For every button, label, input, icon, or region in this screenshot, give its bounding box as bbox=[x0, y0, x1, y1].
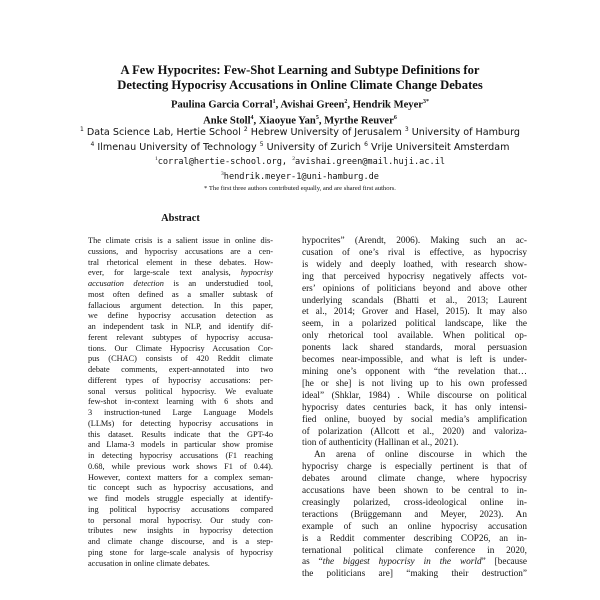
abstract-line: this dataset. Results indicate that the GPT-4o bbox=[88, 429, 273, 439]
abstract-text: is an understudied tool, bbox=[163, 279, 273, 288]
abstract-line: cussions, and hypocrisy accusations are a cen- bbox=[88, 246, 273, 256]
abstract-line: tic concept such as hypocrisy accusations, and bbox=[88, 483, 273, 493]
email-link[interactable]: hendrik.meyer-1@uni-hamburg.de bbox=[223, 172, 379, 183]
affiliation-mark: 6 bbox=[364, 140, 368, 148]
affiliation-mark: 4 bbox=[90, 140, 95, 148]
body-line: tion of authenticity (Hallinan et al., 2021). bbox=[302, 438, 459, 449]
abstract-line: tions. Our Climate Hypocrisy Accusation Cor- bbox=[88, 343, 273, 353]
abstract-line: in detecting hypocrisy accusations (F1 reaching bbox=[88, 451, 273, 460]
email-link[interactable]: avishai.green@mail.huji.ac.il bbox=[295, 156, 446, 167]
body-line: creasingly polarized, cross-ideological online in- bbox=[302, 497, 527, 508]
email-mark: 3 bbox=[221, 171, 224, 178]
body-line: fied online, buoyed by social media’s amplification bbox=[302, 414, 527, 425]
abstract-line: and Llama-3 models in particular show promise bbox=[88, 440, 273, 450]
body-column bbox=[302, 236, 527, 581]
author-name: Paulina Garcia Corral bbox=[170, 99, 273, 111]
abstract-line: accusation in online climate debates. bbox=[88, 558, 210, 568]
abstract-line: 3 instruction-tuned Large Language Models bbox=[88, 408, 273, 417]
author-mark: 3* bbox=[423, 99, 430, 105]
abstract-line: ing political hypocrisy accusations compared bbox=[88, 504, 273, 514]
body-line: [he or she] is not living up to his own professed bbox=[302, 378, 527, 389]
abstract-line bbox=[88, 268, 273, 279]
abstract-line: debate comments, expert-annotated into two bbox=[88, 365, 273, 374]
author-mark: 2 bbox=[344, 99, 348, 105]
body-line: ideal” (Shklar, 1984) . While discourse on political bbox=[302, 390, 527, 401]
body-line: ers’ opinions of politicians beyond and above other bbox=[302, 283, 527, 294]
abstract-line: pus (CHAC) consists of 420 Reddit climate bbox=[88, 354, 273, 364]
author-line-2: Anke Stoll$^4$, Xiaoyue Yan$^5$, Myrthe Reuver$^6$ bbox=[203, 115, 397, 127]
abstract-line: tributes new insights in hypocrisy detection bbox=[88, 526, 273, 536]
body-line bbox=[302, 557, 527, 569]
author-mark: 6 bbox=[393, 115, 397, 122]
abstract-line: we find models struggle especially at identify- bbox=[88, 494, 273, 503]
author-name: Hendrik Meyer bbox=[352, 99, 424, 111]
body-text: ” [because bbox=[481, 557, 527, 568]
paper-title bbox=[40, 63, 560, 93]
email-line-1 bbox=[30, 153, 570, 168]
abstract-line: 0.68, while previous work shows F1 of 0.44). bbox=[88, 461, 273, 471]
body-line: the politicians are] “making their destruction” bbox=[302, 569, 527, 580]
affiliations bbox=[30, 124, 570, 154]
body-line: ternational political climate conference in 2020, bbox=[302, 545, 527, 556]
email-line-2 bbox=[30, 168, 570, 183]
email-mark: 1 bbox=[154, 156, 158, 162]
author-mark: 5 bbox=[315, 115, 319, 122]
body-line: An arena of online discourse in which the bbox=[314, 450, 527, 461]
abstract-line: different types of hypocrisy accusations: per- bbox=[88, 375, 273, 385]
affiliation: Ilmenau University of Technology bbox=[97, 141, 257, 153]
body-line: debates around climate change, where hypocrisy bbox=[302, 474, 527, 485]
affiliation-line-2 bbox=[30, 139, 570, 154]
affiliation-mark: 2 bbox=[243, 126, 248, 133]
abstract-line: we define hypocrisy accusation detection as bbox=[88, 311, 273, 321]
body-line: is widely and deeply loathed, with research show- bbox=[302, 259, 527, 270]
affiliation-mark: 1 bbox=[80, 126, 84, 133]
abstract-text: ever, for large-scale text analysis, bbox=[88, 268, 241, 278]
author-mark: 4 bbox=[250, 115, 254, 122]
body-line: example of such an online hypocrisy accusation bbox=[302, 521, 527, 532]
author-name: Xiaoyue Yan bbox=[258, 115, 316, 127]
abstract-term: hypocrisy bbox=[240, 268, 273, 278]
body-line: hypocrisy charge is especially pertinent is that of bbox=[302, 462, 527, 473]
abstract-line: ping stone for large-scale analysis of hypocrisy bbox=[88, 547, 273, 557]
abstract-line: most often defined as a smaller subtask of bbox=[88, 289, 273, 299]
body-line: becomes near-impossible, and what is left is under- bbox=[302, 355, 527, 366]
affiliation-mark: 3 bbox=[404, 126, 409, 133]
email-mark: 2 bbox=[292, 156, 295, 162]
body-line: of polarization (Allcott et al., 2020) and valoriza- bbox=[302, 426, 527, 437]
author-name: Anke Stoll bbox=[203, 115, 251, 127]
affiliation: Data Science Lab, Hertie School bbox=[86, 127, 241, 139]
abstract-line: tral rhetorical element in these debates. How- bbox=[88, 257, 273, 267]
body-line: hypocrites” (Arendt, 2006). Making such an ac- bbox=[302, 236, 527, 246]
body-text: as “ bbox=[302, 557, 323, 568]
author-name: Avishai Green bbox=[280, 99, 345, 111]
affiliation: Hebrew University of Jerusalem bbox=[250, 127, 402, 139]
body-line: only rhetorical tool available. When political op- bbox=[302, 331, 527, 342]
body-line: underlying scandals (Bhatti et al., 2013; Laurent bbox=[302, 295, 527, 306]
abstract-line: and climate change discourse, and is a step- bbox=[88, 537, 273, 546]
abstract-line bbox=[88, 279, 273, 290]
body-line: ing that perceived hypocrisy negatively affects vot- bbox=[302, 271, 527, 282]
affiliation: Vrije Universiteit Amsterdam bbox=[370, 141, 510, 153]
affiliation-mark: 5 bbox=[259, 140, 264, 148]
body-line: is a Reddit commenter describing COP26, an in- bbox=[302, 533, 527, 544]
abstract-body bbox=[88, 236, 273, 569]
equal-contribution-note: * The first three authors contributed equally, and are shared first authors. bbox=[204, 185, 396, 192]
abstract-line: an independent task in NLP, and identify dif- bbox=[88, 322, 273, 331]
abstract-line: The climate crisis is a salient issue in online dis- bbox=[88, 236, 273, 245]
abstract-line: However, context matters for a complex seman- bbox=[88, 472, 273, 482]
author-name: Myrthe Reuver bbox=[324, 115, 394, 127]
abstract-line: (LLMs) for detecting hypocrisy accusations in bbox=[88, 418, 273, 428]
abstract-line: few-shot in-context learning with 6 shots and bbox=[88, 397, 273, 407]
body-line: seem, in a polarized political landscape, like the bbox=[302, 319, 527, 330]
abstract-line: fallacious argument detection. In this paper, bbox=[88, 300, 273, 310]
affiliation: University of Zurich bbox=[266, 141, 361, 153]
abstract-heading: Abstract bbox=[161, 213, 200, 224]
body-line: cusation of one’s rival is effective, as hypocrisy bbox=[302, 247, 527, 258]
abstract-line: sonal versus political hypocrisy. We evaluate bbox=[88, 386, 273, 396]
title-line-1: A Few Hypocrites: Few-Shot Learning and Subtype Definitions for bbox=[120, 63, 480, 77]
body-line: mining one’s opponent with “the revelation that… bbox=[302, 366, 527, 377]
body-line: hypocrisy dates centuries back, it has only intensi- bbox=[302, 402, 527, 413]
abstract-term: accusation detection bbox=[88, 279, 164, 288]
body-line: accusations have been shown to be central to in- bbox=[302, 486, 527, 497]
abstract-line: ferent relevant subtypes of hypocrisy accusa- bbox=[88, 332, 273, 342]
body-line: et al., 2014; Grover and Hasel, 2015). It may also bbox=[302, 307, 527, 318]
title-line-2: Detecting Hypocrisy Accusations in Online Climate Change Debates bbox=[117, 78, 483, 92]
body-quote: the biggest hypocrisy in the world bbox=[322, 557, 482, 568]
abstract-line: to personal moral hypocrisy. Our study con- bbox=[88, 515, 273, 525]
affiliation-line-1 bbox=[30, 124, 570, 139]
email-link[interactable]: corral@hertie-school.org, bbox=[157, 156, 288, 167]
contact-emails bbox=[30, 153, 570, 184]
affiliation: University of Hamburg bbox=[411, 127, 520, 139]
body-line: teractions (Brüggemann and Meyer, 2023). An bbox=[302, 509, 527, 520]
author-mark: 1 bbox=[272, 99, 276, 105]
body-line: ponents lack shared standards, moral persuasion bbox=[302, 343, 527, 354]
author-line-1: Paulina Garcia Corral$^1$, Avishai Green$^2$, Hendrik Meyer$^{3*}$ bbox=[170, 99, 430, 111]
